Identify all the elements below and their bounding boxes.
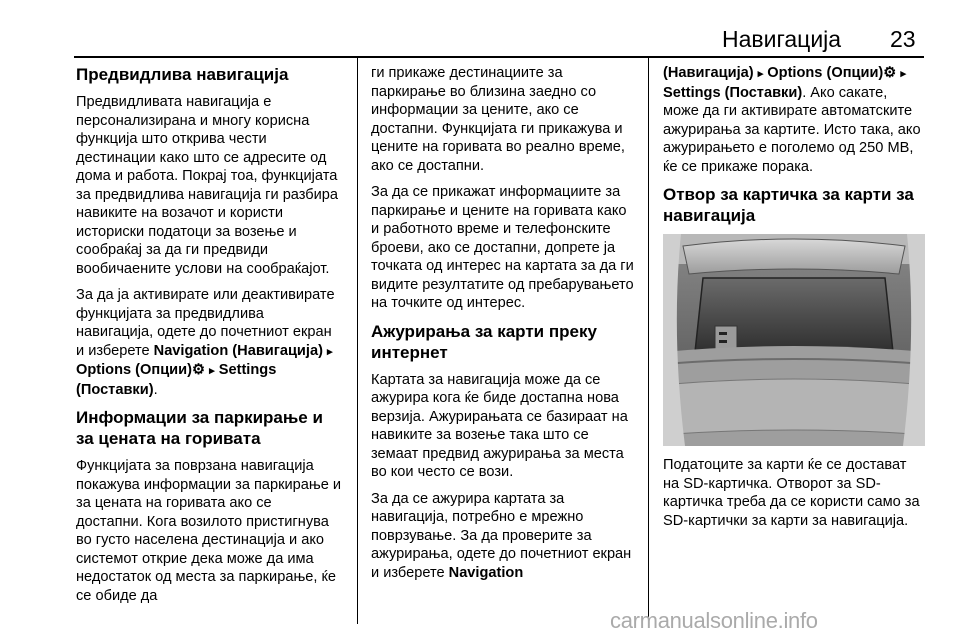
menu-path-navigation: Navigation (Навигација) xyxy=(153,342,323,359)
page-header-title: Навигација xyxy=(722,26,842,52)
watermark: carmanualsonline.info xyxy=(610,608,818,633)
page-number: 23 xyxy=(890,26,916,52)
column-divider-2 xyxy=(648,58,649,624)
paragraph-text: За да се ажурира картата за навигација, потребно е мрежно поврзување. За да проверите за ажурирања, одете до почетниот екран и изберете xyxy=(371,490,632,581)
paragraph-predictive-description: Предвидливата навигација е персонализирана и многу корисна функција што открива чести дестинации како што се адресите од дома и работа. Покрај тоа, функцијата за предвидлива навигација ги разбира навиките на возачот и користи историски податоци за возење и сообраќај за да ги предвиди вообичаените услови на сообраќајот. xyxy=(76,94,339,277)
period: . xyxy=(153,381,158,398)
column-divider-1 xyxy=(357,58,358,624)
menu-path-navigation: (Навигација) xyxy=(663,65,754,81)
paragraph-parking-fuel: Функцијата за поврзана навигација покажува информации за паркирање и за цената на горивата ако се достапни. Кога возилото пристигнува во густо населена дестинација и ако системот открие дека може да има недостаток од места за паркирање, ќе се обиде да xyxy=(76,458,342,604)
gear-icon: ⚙ xyxy=(883,65,897,81)
paragraph-update-steps xyxy=(371,490,637,583)
column-3 xyxy=(663,64,925,538)
arrow-right-icon: ▸ xyxy=(757,68,764,80)
header-rule xyxy=(74,56,924,58)
arrow-right-icon: ▸ xyxy=(900,68,906,80)
paragraph-predictive-activate xyxy=(76,286,342,399)
arrow-right-icon: ▸ xyxy=(209,365,215,377)
column-1 xyxy=(76,64,342,613)
paragraph-update-steps-continued xyxy=(663,64,925,176)
photo-caption: Податоците за карти ќе се достават на SD-картичка. Отворот за SD-картичка треба да се користи само за SD-картички за карти за навигација. xyxy=(663,457,920,529)
heading-parking-fuel-info: Информации за паркирање и за цената на горивата xyxy=(76,408,323,448)
gear-icon: ⚙ xyxy=(191,362,206,378)
heading-online-map-updates: Ажурирања за карти преку интернет xyxy=(371,321,597,362)
menu-path-navigation: Navigation xyxy=(448,564,524,581)
menu-path-options: Options (Опции) xyxy=(76,362,192,378)
arrow-right-icon: ▸ xyxy=(327,345,333,358)
menu-path-options: Options (Опции) xyxy=(767,65,884,81)
column-2 xyxy=(371,64,637,590)
paragraph-text: . Ако сакате, може да ги активирате автоматските ажурирања за картите. Исто така, ако ажурирањето е поголемо од 250 MB, ќе се прикаже порака. xyxy=(663,84,921,175)
paragraph-parking-continued: ги прикаже дестинациите за паркирање во близина заедно со информации за цените, ако се достапни. Функцијата ги прикажува и цените на горивата во реално време, ако се достапни. xyxy=(371,65,625,174)
heading-predictive-navigation: Предвидлива навигација xyxy=(76,65,289,84)
heading-sd-card-slot: Отвор за картичка за карти за навигација xyxy=(663,185,914,225)
menu-path-settings: Settings (Поставки) xyxy=(76,362,277,398)
paragraph-text: За да ја активирате или деактивирате функцијата за предвидлива навигација, одете до почетниот екран и изберете xyxy=(76,287,335,359)
paragraph-poi-info: За да се прикажат информациите за паркирање и цените на горивата како и работното време и телефонските броеви, ако се достапни, допрете ја точката од интерес на картата за да ги видите резултатите од пребарувањето на точките од интерес. xyxy=(371,184,634,311)
menu-path-settings: Settings (Поставки) xyxy=(663,84,803,101)
paragraph-map-update: Картата за навигација може да се ажурира кога ќе биде достапна нова верзија. Ажурирањата се базираат на навиките за возење така што се земаат предвид ажурирања за места во кои често се вози. xyxy=(371,371,628,480)
sd-card-slot-photo xyxy=(663,234,925,446)
